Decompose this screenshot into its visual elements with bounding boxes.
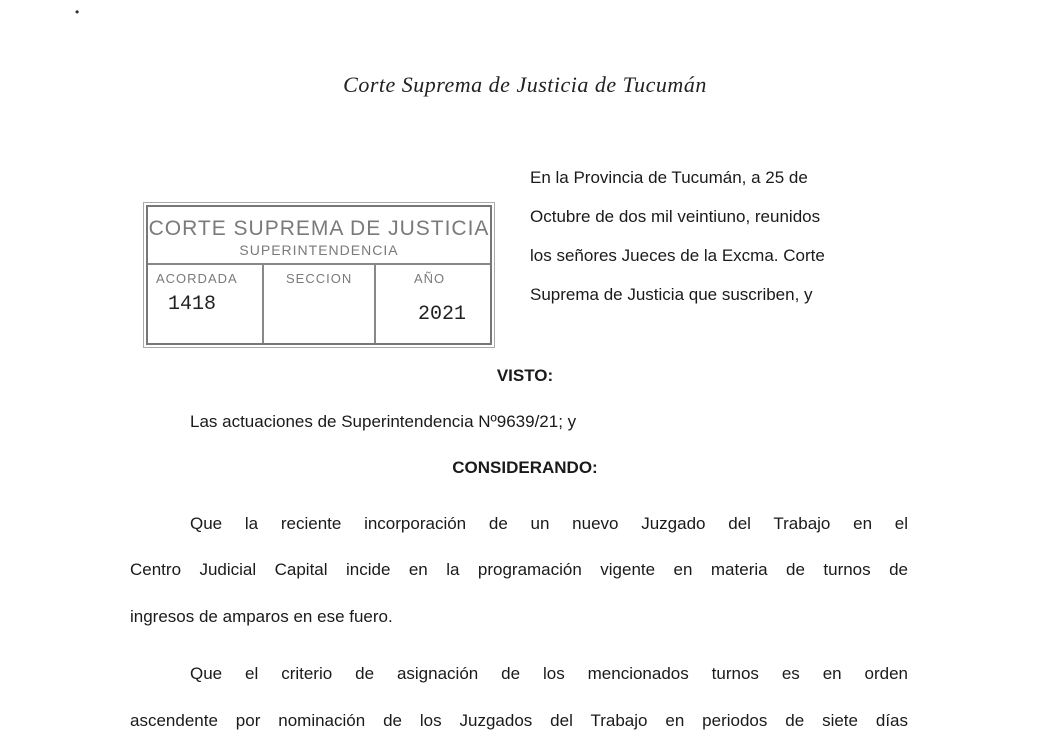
visto-text: Las actuaciones de Superintendencia Nº9639/21; y	[190, 412, 577, 431]
stamp-acordada-number: 1418	[168, 293, 217, 316]
intro-line: En la Provincia de Tucumán, a 25 de	[530, 168, 808, 187]
intro-line: Octubre de dos mil veintiuno, reunidos	[530, 207, 821, 226]
stamp-divider	[148, 263, 490, 265]
paragraph-line: Que la reciente incorporación de un nuevo Juzgado del Trabajo en el	[190, 514, 908, 533]
acordada-stamp	[146, 205, 492, 345]
stamp-label-acordada: ACORDADA	[156, 271, 238, 286]
considerando-heading: CONSIDERANDO:	[452, 458, 598, 477]
stamp-title: CORTE SUPREMA DE JUSTICIA	[148, 217, 490, 240]
court-letterhead: Corte Suprema de Justicia de Tucumán	[343, 72, 707, 97]
stamp-label-anio: AÑO	[414, 271, 446, 286]
paragraph-line: Centro Judicial Capital incide en la programación vigente en materia de turnos de	[130, 560, 908, 579]
paragraph-line: ascendente por nominación de los Juzgados del Trabajo en periodos de siete días	[130, 711, 908, 730]
intro-line: los señores Jueces de la Excma. Corte	[530, 246, 825, 265]
intro-line: Suprema de Justicia que suscriben, y	[530, 285, 813, 304]
stamp-label-seccion: SECCION	[286, 271, 353, 286]
stamp-subtitle: SUPERINTENDENCIA	[239, 242, 399, 258]
paragraph-line: Que el criterio de asignación de los mencionados turnos es en orden	[190, 664, 908, 683]
intro-paragraph	[530, 158, 908, 314]
stamp-column-divider	[374, 263, 376, 343]
scan-speck: •	[75, 5, 80, 19]
stamp-column-divider	[262, 263, 264, 343]
stamp-year: 2021	[418, 303, 467, 326]
paragraph-line: ingresos de amparos en ese fuero.	[130, 607, 393, 626]
visto-heading: VISTO:	[496, 366, 554, 385]
